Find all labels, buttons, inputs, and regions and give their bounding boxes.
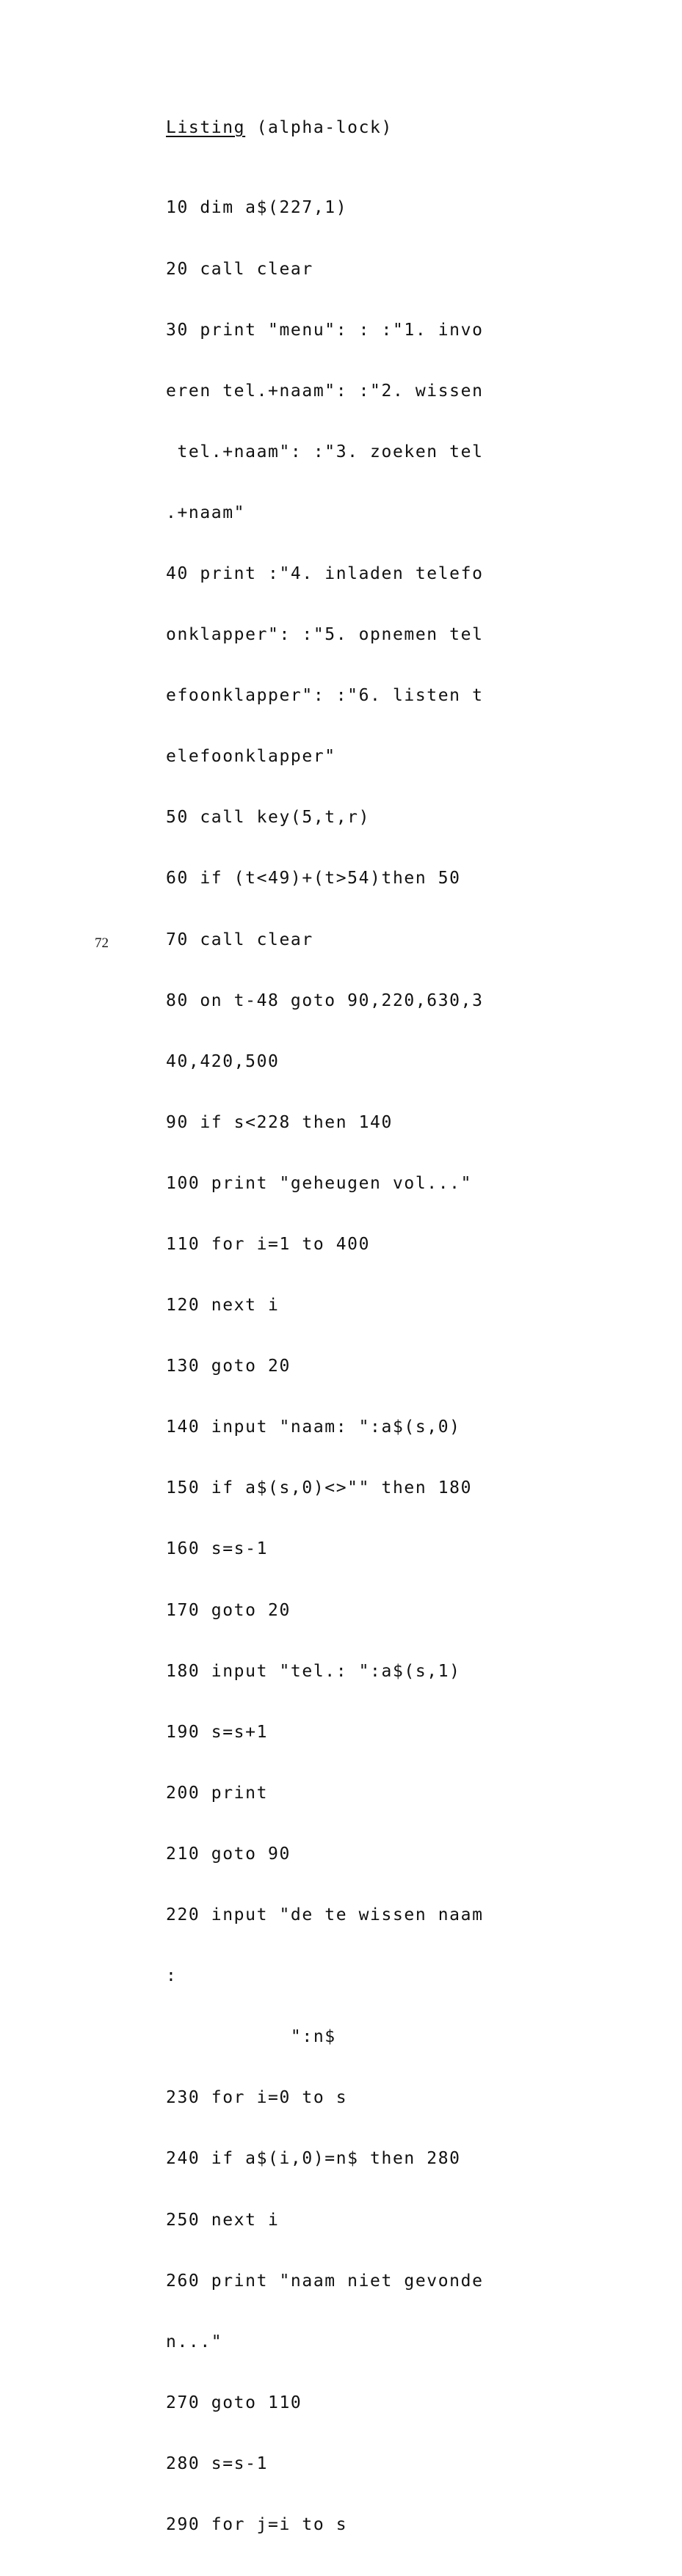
code-line: 140 input "naam: ":a$(s,0) [166, 1417, 461, 1437]
code-line: 40,420,500 [166, 1051, 280, 1071]
code-line: 60 if (t<49)+(t>54)then 50 [166, 869, 461, 889]
code-line: 160 s=s-1 [166, 1539, 269, 1559]
code-line: ":n$ [166, 2027, 336, 2047]
code-line: 80 on t-48 goto 90,220,630,3 [166, 990, 484, 1010]
code-line: elefoonklapper" [166, 747, 336, 767]
code-line: 190 s=s+1 [166, 1722, 269, 1742]
listing-title: Listing [166, 118, 246, 137]
code-line: 100 print "geheugen vol..." [166, 1173, 473, 1193]
listing-title-suffix: (alpha-lock) [245, 118, 393, 137]
code-line: .+naam" [166, 503, 246, 522]
code-line: 270 goto 110 [166, 2393, 302, 2412]
code-line: 250 next i [166, 2210, 280, 2230]
code-line: 130 goto 20 [166, 1357, 291, 1376]
listing-heading [166, 117, 393, 138]
code-line: 180 input "tel.: ":a$(s,1) [166, 1661, 461, 1681]
code-line: 290 for j=i to s [166, 2514, 348, 2534]
page-number: 72 [95, 935, 109, 951]
code-line: 20 call clear [166, 259, 313, 279]
code-line: 240 if a$(i,0)=n$ then 280 [166, 2149, 461, 2169]
code-line: 70 call clear [166, 930, 313, 949]
code-line: 50 call key(5,t,r) [166, 808, 371, 828]
code-line: 210 goto 90 [166, 1844, 291, 1864]
code-line: 260 print "naam niet gevonde [166, 2271, 484, 2291]
code-line: n..." [166, 2332, 223, 2351]
code-line: 150 if a$(s,0)<>"" then 180 [166, 1478, 473, 1498]
code-line: 220 input "de te wissen naam [166, 1905, 484, 1925]
code-line: tel.+naam": :"3. zoeken tel [166, 442, 484, 461]
code-line: 200 print [166, 1783, 269, 1803]
code-line: 170 goto 20 [166, 1600, 291, 1620]
code-line: 110 for i=1 to 400 [166, 1235, 371, 1254]
code-line: 230 for i=0 to s [166, 2088, 348, 2108]
code-line: 40 print :"4. inladen telefo [166, 563, 484, 583]
code-line: 90 if s<228 then 140 [166, 1112, 393, 1132]
basic-program-listing [166, 158, 484, 2576]
code-line: onklapper": :"5. opnemen tel [166, 625, 484, 645]
code-line: 280 s=s-1 [166, 2453, 269, 2473]
code-line: 120 next i [166, 1296, 280, 1316]
code-line: 30 print "menu": : :"1. invo [166, 320, 484, 340]
code-line: 10 dim a$(227,1) [166, 198, 348, 218]
code-line: : [166, 1966, 178, 1986]
code-line: eren tel.+naam": :"2. wissen [166, 381, 484, 401]
code-line: efoonklapper": :"6. listen t [166, 686, 484, 706]
